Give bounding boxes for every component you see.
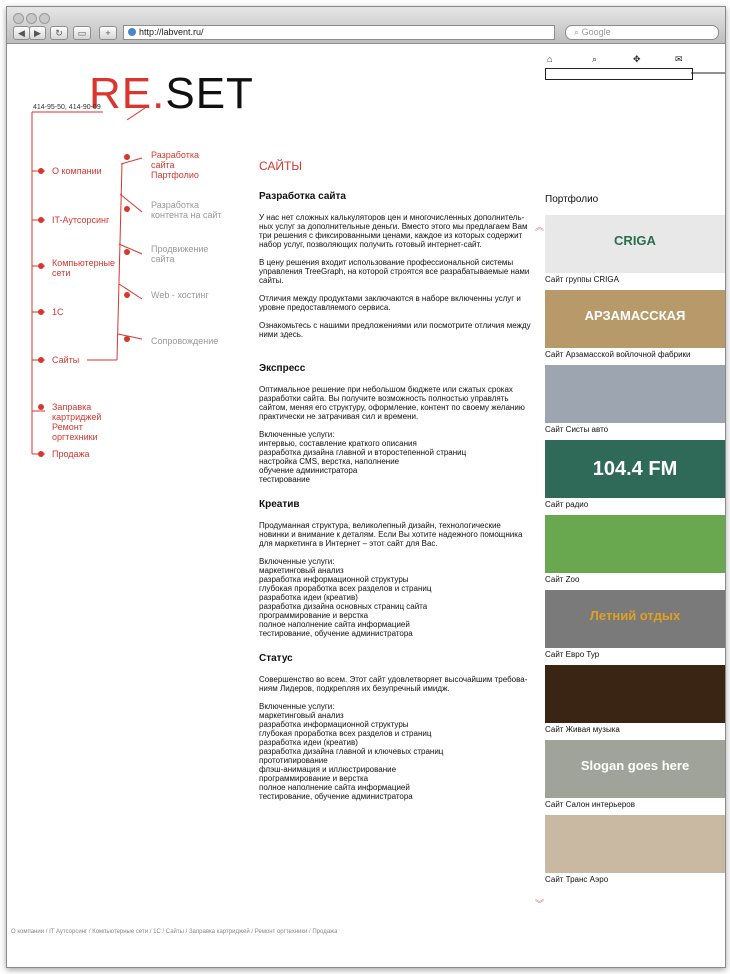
portfolio-thumbnail-text: 104.4 FM — [592, 458, 678, 480]
nav-item-cartridges[interactable]: Заправка картриджей Ремонт оргтехники — [52, 402, 102, 442]
list-item: полное наполнение сайта информацией — [259, 783, 410, 792]
list-item: разработка идеи (креатив) — [259, 593, 358, 602]
page-title: САЙТЫ — [259, 159, 302, 173]
subnav-item-promotion[interactable]: Продвижение сайта — [151, 244, 209, 264]
portfolio-caption[interactable]: Сайт Zoo — [545, 575, 580, 584]
portfolio-thumbnail-text: Летний отдых — [589, 608, 681, 623]
browser-window — [6, 6, 726, 968]
nav-item-it-outsourcing[interactable]: IT-Аутсорсинг — [52, 215, 110, 225]
portfolio-thumbnail[interactable] — [545, 440, 725, 498]
add-bookmark-button[interactable]: + — [99, 26, 117, 40]
list-item: обучение администратора — [259, 466, 358, 475]
portfolio-caption[interactable]: Сайт Салон интерьеров — [545, 800, 635, 809]
search-icon[interactable]: ⌕ — [592, 54, 598, 64]
subnav-dot — [124, 249, 130, 255]
portfolio-thumbnail[interactable] — [545, 215, 725, 273]
nav-dot — [38, 309, 44, 315]
section-heading: Статус — [259, 653, 293, 664]
list-item: интервью, составление краткого описания — [259, 439, 417, 448]
nav-dot — [38, 263, 44, 269]
portfolio-caption[interactable]: Сайт группы CRIGA — [545, 275, 619, 284]
browser-search-field[interactable] — [565, 25, 719, 40]
paragraph: Оптимальное решение при небольшом бюджете или сжатых сроках разработки сайта. Вы получите возможность полностью управлять сайтом, меняя его структуру, оформление, контент по своему желанию практически не затрачивая сил и времени. — [259, 385, 525, 421]
nav-dot — [38, 404, 44, 410]
list-item: разработка дизайна главной и ключевых страниц — [259, 747, 444, 756]
scroll-up-icon[interactable]: ︽ — [535, 222, 545, 232]
list-item: разработка информационной структуры — [259, 575, 409, 584]
list-item: настройка CMS, верстка, наполнение — [259, 457, 400, 466]
paragraph: Продуманная структура, великолепный дизайн, технологические новинки и внимание к деталям. Если Вы хотите надежного помощника для маркетинга в Интернет – этот сайт для Вас. — [259, 521, 523, 548]
list-item: программирование и верстка — [259, 774, 369, 783]
paragraph: В цену решения входит использование профессиональной системы управления TreeGraph, на которой строятся все разрабатываемые нами сайты. — [259, 258, 530, 285]
close-window-button[interactable] — [13, 13, 24, 24]
section-heading: Разработка сайта — [259, 191, 346, 202]
list-item: Включенные услуги: — [259, 557, 335, 566]
address-bar[interactable] — [123, 25, 555, 40]
address-bar-text: http://labvent.ru/ — [139, 27, 204, 37]
mail-icon[interactable]: ✉ — [675, 54, 683, 64]
list-item: тестирование, обучение администратора — [259, 629, 413, 638]
browser-search-placeholder: Google — [581, 27, 611, 37]
nav-dot — [38, 217, 44, 223]
search-line — [691, 66, 725, 82]
service-list — [259, 702, 531, 801]
list-item: прототипирование — [259, 756, 328, 765]
subnav-dot — [124, 336, 130, 342]
globe-icon — [128, 28, 136, 36]
list-item: маркетинговый анализ — [259, 711, 344, 720]
list-item: разработка информационной структуры — [259, 720, 409, 729]
bookmarks-button[interactable]: ▭ — [73, 26, 91, 40]
list-item: полное наполнение сайта информацией — [259, 620, 410, 629]
paragraph: У нас нет сложных калькуляторов цен и многочисленных дополнитель-ных услуг за дополнительные деньги. Вместо этого мы предлагаем Вам три решения с фиксированными ценами, каждое из которых содержит набор услуг, позволяющих получить готовый интернет-сайт. — [259, 213, 528, 249]
section-heading: Креатив — [259, 499, 300, 510]
list-item: флэш-анимация и иллюстрирование — [259, 765, 397, 774]
nav-item-networks[interactable]: Компьютерные сети — [52, 258, 116, 278]
subnav-item-hosting[interactable]: Web - хостинг — [151, 290, 209, 300]
list-item: Включенные услуги: — [259, 430, 335, 439]
portfolio-thumbnail[interactable] — [545, 365, 725, 423]
list-item: Включенные услуги: — [259, 702, 335, 711]
nav-dot — [38, 357, 44, 363]
portfolio-caption[interactable]: Сайт радио — [545, 500, 589, 509]
portfolio-caption[interactable]: Сайт Арзамасской войлочной фабрики — [545, 350, 691, 359]
portfolio-thumbnail[interactable] — [545, 590, 725, 648]
zoom-window-button[interactable] — [39, 13, 50, 24]
reload-button[interactable]: ↻ — [50, 26, 68, 40]
paragraph: Совершенство во всем. Этот сайт удовлетворяет высочайшим требова-ниям Лидеров, подкрепляя их безупречный имидж. — [259, 675, 528, 693]
subnav-dot — [124, 154, 130, 160]
main-content — [259, 192, 531, 801]
subnav-dot — [124, 206, 130, 212]
list-item: разработка идеи (креатив) — [259, 738, 358, 747]
portfolio-caption[interactable]: Сайт Евро Тур — [545, 650, 600, 659]
portfolio-thumbnail[interactable] — [545, 515, 725, 573]
list-item: разработка дизайна основных страниц сайта — [259, 602, 428, 611]
nav-item-1c[interactable]: 1С — [52, 307, 64, 317]
paragraph: Ознакомьтесь с нашими предложениями или посмотрите отличия между ними здесь. — [259, 321, 531, 339]
browser-toolbar — [7, 7, 725, 44]
service-list — [259, 557, 531, 638]
subnav-item-support[interactable]: Сопровождение — [151, 336, 219, 346]
section-heading: Экспресс — [259, 363, 306, 374]
portfolio-list — [545, 215, 725, 890]
home-icon[interactable]: ⌂ — [547, 54, 553, 64]
list-item: глубокая проработка всех разделов и страниц — [259, 729, 432, 738]
portfolio-thumbnail[interactable] — [545, 815, 725, 873]
paragraph: Отличия между продуктами заключаются в наборе включенны услуг и уровне предоставляемого сервиса. — [259, 294, 521, 312]
back-button[interactable]: ◀ — [13, 26, 30, 40]
portfolio-title: Портфолио — [545, 194, 599, 205]
portfolio-thumbnail[interactable] — [545, 740, 725, 798]
service-list — [259, 430, 531, 484]
subnav-item-content[interactable]: Разработка контента на сайт — [151, 200, 222, 220]
footer-nav[interactable]: О компании / IT Аутсорсинг / Компьютерные сети / 1С / Сайты / Заправка картриджей / Ремонт оргтехники / Продажа — [11, 929, 338, 935]
nav-dot — [38, 451, 44, 457]
list-item: программирование и верстка — [259, 611, 369, 620]
portfolio-caption[interactable]: Сайт Транс Аэро — [545, 875, 609, 884]
scroll-down-icon[interactable]: ︾ — [535, 899, 545, 909]
phone-numbers: 414-95-50, 414-90-09 — [33, 104, 101, 111]
portfolio-caption[interactable]: Сайт Систы авто — [545, 425, 609, 434]
portfolio-thumbnail[interactable] — [545, 665, 725, 723]
logo-right: SET — [165, 69, 254, 118]
portfolio-column — [545, 194, 725, 890]
site-search-input[interactable] — [545, 68, 693, 80]
page-content — [7, 44, 725, 967]
search-icon: ⌕ — [574, 27, 580, 37]
list-item: тестирование — [259, 475, 310, 484]
nav-item-company[interactable]: О компании — [52, 166, 102, 176]
minimize-window-button[interactable] — [26, 13, 37, 24]
forward-button[interactable]: ▶ — [29, 26, 46, 40]
sitemap-icon[interactable]: ✥ — [633, 54, 641, 64]
portfolio-thumbnail-text: Slogan goes here — [580, 758, 690, 773]
subnav-item-development[interactable]: Разработка сайта Партфолио — [151, 150, 199, 180]
portfolio-caption[interactable]: Сайт Живая музыка — [545, 725, 620, 734]
portfolio-thumbnail-text: АРЗАМАССКАЯ — [584, 308, 686, 323]
nav-item-sites[interactable]: Сайты — [52, 355, 80, 365]
portfolio-thumbnail-text: CRIGA — [614, 233, 656, 248]
subnav-dot — [124, 292, 130, 298]
list-item: тестирование, обучение администратора — [259, 792, 413, 801]
portfolio-thumbnail[interactable] — [545, 290, 725, 348]
list-item: разработка дизайна главной и второстепенной страниц — [259, 448, 467, 457]
logo-left: RE. — [89, 69, 166, 118]
nav-item-sales[interactable]: Продажа — [52, 449, 90, 459]
nav-dot — [38, 168, 44, 174]
list-item: глубокая проработка всех разделов и страниц — [259, 584, 432, 593]
list-item: маркетинговый анализ — [259, 566, 344, 575]
